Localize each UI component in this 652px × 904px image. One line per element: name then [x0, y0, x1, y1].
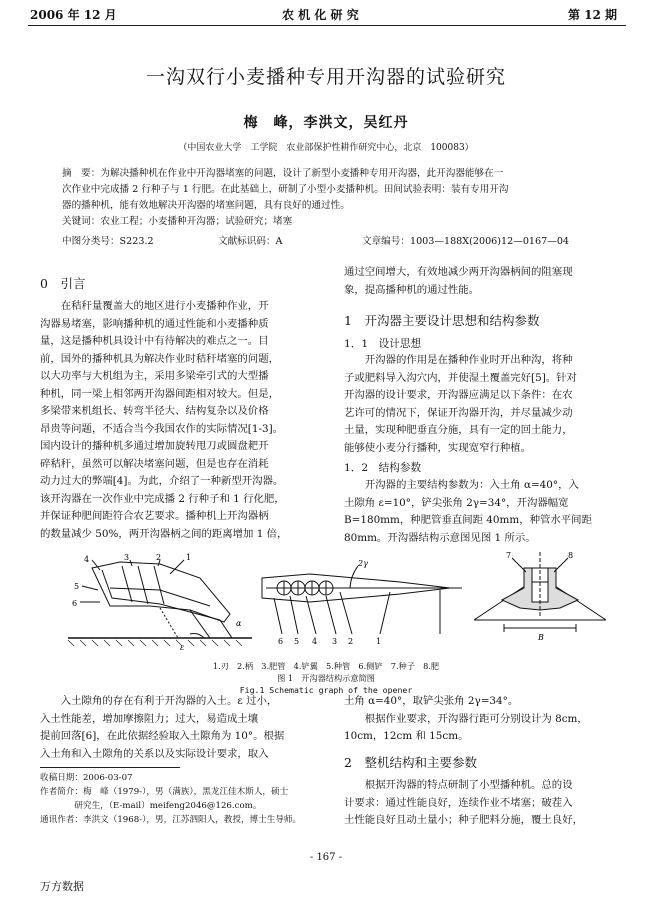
text-line: 入土角和入土隙角的关系以及实际设计要求，取入 — [40, 747, 269, 760]
figure-label: ε — [180, 643, 185, 652]
text-line: 的数量减少 50%，两开沟器柄之间的距离增加 1 倍， — [40, 527, 288, 540]
top-view-drawing — [262, 566, 462, 634]
text-line: B=180mm，种肥管垂直间距 40mm，种管水平间距 — [344, 514, 592, 526]
bottom-right-text-2 — [344, 777, 628, 830]
cross-section-drawing — [474, 552, 606, 632]
text-line: 前，国外的播种机具为解决作业时秸秆堵塞的问题， — [40, 352, 279, 365]
figure-caption — [0, 660, 652, 696]
keywords: 关键词：农业工程；小麦播种开沟器；试验研究；堵塞 — [62, 216, 293, 227]
text-line: 提前回落[6]，在此依据经验取入土隙角为 10°。根据 — [40, 730, 285, 742]
figure-label: 1 — [376, 637, 382, 646]
header-journal: 农 机 化 研 究 — [282, 8, 359, 22]
text-line: 土性能良好且动土量小；种子肥料分施，覆土良好， — [344, 814, 583, 826]
text-line: 土隙角 ε=10°，铲尖张角 2γ=34°，开沟器幅宽 — [344, 496, 569, 509]
text-line: 沟器易堵塞，影响播种机的通过性能和小麦播种质 — [40, 317, 269, 330]
text-line: 10cm，12cm 和 15cm。 — [344, 730, 469, 742]
header-issue: 第 12 期 — [568, 8, 618, 22]
watermark: 万方数据 — [40, 880, 84, 893]
section-heading-1: 1 开沟器主要设计思想和结构参数 — [344, 313, 540, 328]
text-line: 入土隙角的存在有利于开沟器的入土。ε 过小， — [40, 695, 278, 707]
figure-label: 4 — [84, 555, 90, 564]
figure-label: B — [538, 633, 544, 642]
figure-label: 7 — [506, 551, 512, 560]
text-line: 象，提高播种机的通过性能。 — [344, 283, 480, 296]
text-line: 并保证种肥间距符合农艺要求。播种机上开沟器柄 — [40, 510, 269, 522]
affiliation: （中国农业大学 工学院 农业部保护性耕作研究中心，北京 100083） — [178, 143, 474, 153]
abstract-line: 摘 要：为解决播种机在作业中开沟器堵塞的问题，设计了新型小麦播种专用开沟器，此开沟器能够在一 — [62, 168, 504, 179]
abstract-line: 器的播种机，能有效地解决开沟器的堵塞问题，具有良好的通过性。 — [62, 200, 350, 211]
text-line: 能够使小麦分行播种，实现宽窄行种植。 — [344, 441, 532, 454]
figure-label: 2 — [156, 553, 162, 562]
right-column-top — [344, 264, 628, 299]
subsection-heading-1-1: 1．1 设计思想 — [344, 338, 422, 350]
opener-schematic-figure — [40, 548, 620, 660]
figure-caption-en: Fig.1 Schematic graph of the opener — [239, 685, 413, 695]
header-rule — [28, 25, 626, 26]
text-line: 碎秸秆，虽然可以解决堵塞问题，但是也存在消耗 — [40, 457, 269, 470]
text-line: 土角 α=40°，取铲尖张角 2γ=34°。 — [344, 695, 519, 707]
figure-label: 4 — [312, 637, 318, 646]
abstract-line: 次作业中完成播 2 行种子与 1 行肥。在此基础上，研制了小型小麦播种机。田间试验表明：装有专用开沟 — [62, 184, 509, 195]
text-line: 开沟器的主要结构参数为：入土角 α=40°，入 — [344, 479, 579, 491]
text-line: 国内设计的播种机多通过增加旋转甩刀或圆盘耙开 — [40, 440, 269, 452]
text-line: 种机，同一梁上相邻两开沟器间距相对较大。但是， — [40, 387, 279, 400]
footnote-line: 作者简介：梅 峰（1979-），男（满族），黑龙江佳木斯人，硕士 — [40, 787, 289, 797]
text-line: 根据开沟器的特点研制了小型播种机。总的设 — [344, 779, 573, 791]
text-line: 在秸秆量覆盖大的地区进行小麦播种作业，开 — [40, 300, 269, 312]
right-column-1-1 — [344, 352, 628, 457]
figure-label: 5 — [294, 637, 300, 646]
text-line: 量，这是播种机具设计中有待解决的难点之一。目 — [40, 335, 269, 347]
text-line: 通过空间增大，有效地减少两开沟器柄间的阻塞现 — [344, 266, 573, 278]
text-line: 计要求：通过性能良好，连续作业不堵塞；破茬入 — [344, 796, 573, 809]
text-line: 子或肥料导入沟穴内，并使湿土覆盖完好[5]。针对 — [344, 371, 577, 384]
figure-label: 6 — [72, 599, 78, 608]
article-number: 文章编号：1003—188X(2006)12—0167—04 — [362, 236, 570, 247]
paper-authors: 梅 峰，李洪文，吴红丹 — [243, 115, 409, 131]
section-heading-intro: 0 引言 — [40, 276, 86, 291]
paper-title: 一沟双行小麦播种专用开沟器的试验研究 — [145, 66, 506, 88]
text-line: 该开沟器在一次作业中完成播 2 行种子和 1 行化肥， — [40, 492, 285, 505]
text-line: 动力过大的弊端[4]。为此，介绍了一种新型开沟器。 — [40, 475, 284, 487]
text-line: 开沟器的作用是在播种作业时开出种沟，将种 — [344, 354, 573, 366]
text-line: 土量，实现种肥垂直分施，具有一定的回土能力， — [344, 424, 573, 436]
figure-label: 6 — [278, 637, 284, 646]
text-line: 艺许可的情况下，保证开沟器开沟，并尽量减少动 — [344, 406, 573, 419]
text-line: 以大功率与大机组为主，采用多梁牵引式的大型播 — [40, 370, 269, 382]
text-line: 80mm。开沟器结构示意图见图 1 所示。 — [344, 531, 536, 544]
footnote-line: 通讯作者：李洪文（1968-），男，江苏泗阳人，教授，博士生导师。 — [40, 815, 302, 825]
header-date: 2006 年 12 月 — [30, 8, 117, 22]
figure-label: 3 — [124, 553, 130, 562]
text-line: 根据作业要求，开沟器行距可分别设计为 8cm， — [344, 712, 588, 725]
figure-caption-cn: 图 1 开沟器结构示意简图 — [277, 673, 375, 683]
footnote-rule — [40, 767, 180, 768]
bottom-left-text — [40, 693, 328, 763]
figure-legend: 1.刃 2.柄 3.肥管 4.铲翼 5.种管 6.侧铲 7.种子 8.肥 — [212, 661, 440, 671]
clc-number: 中图分类号：S223.2 — [62, 236, 154, 247]
figure-label: 1 — [186, 553, 192, 562]
figure-label: 8 — [568, 551, 574, 560]
doc-code: 文献标识码：A — [218, 236, 283, 247]
text-line: 昂贵等问题，不适合当今我国农作的实际情况[1-3]。 — [40, 422, 284, 435]
figure-label: 2γ — [358, 559, 368, 568]
subsection-heading-1-2: 1．2 结构参数 — [344, 462, 422, 474]
footnote-line: 收稿日期：2006-03-07 — [40, 773, 133, 783]
left-column-text — [40, 298, 328, 543]
footnote — [40, 771, 336, 827]
page-number: - 167 - — [309, 852, 343, 863]
bottom-right-text — [344, 693, 628, 746]
text-line: 多梁带来机组长、转弯半径大、结构复杂以及价格 — [40, 405, 269, 417]
figure-label: 2 — [348, 637, 354, 646]
abstract — [62, 166, 602, 230]
figure-label: 5 — [74, 582, 80, 591]
side-view-drawing — [68, 560, 252, 646]
footnote-line: 研究生，（E-mail）meifeng2046@126.com。 — [40, 801, 262, 811]
figure-label: 3 — [332, 637, 338, 646]
figure-label: α — [236, 619, 242, 628]
text-line: 入土性能差，增加摩擦阻力；过大，易造成土壤 — [40, 712, 259, 725]
right-column-1-2 — [344, 477, 628, 547]
section-heading-2: 2 整机结构和主要参数 — [344, 755, 477, 770]
text-line: 开沟器的设计要求，开沟器应满足以下条件：在农 — [344, 389, 573, 401]
